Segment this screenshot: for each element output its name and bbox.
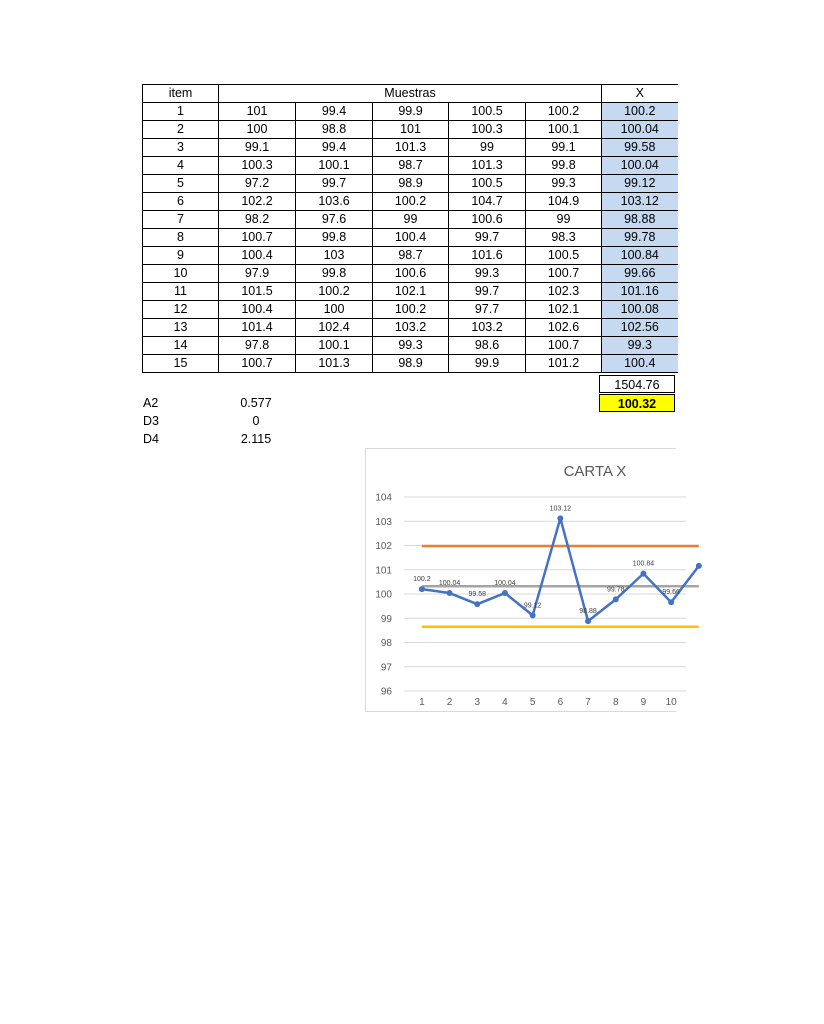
sample-cell[interactable]: 100.5: [449, 103, 526, 121]
table-row: [143, 211, 678, 229]
x-mean-row-cell[interactable]: 99.66: [602, 265, 678, 283]
table-row: [143, 283, 678, 301]
table-row: [143, 157, 678, 175]
item-cell[interactable]: 6: [143, 193, 219, 211]
sample-cell[interactable]: 99.8: [526, 157, 602, 175]
sample-cell[interactable]: 99.9: [373, 103, 449, 121]
x-mean-row-cell[interactable]: 100.84: [602, 247, 678, 265]
sample-cell[interactable]: 103.2: [373, 319, 449, 337]
header-muestras[interactable]: Muestras: [219, 85, 602, 103]
sample-cell[interactable]: 101.3: [296, 355, 373, 373]
chart-title: CARTA X: [563, 463, 627, 480]
table-row: [143, 355, 678, 373]
d4-value[interactable]: 2.115: [240, 432, 272, 446]
sample-cell[interactable]: 100.5: [449, 175, 526, 193]
x-mean-row-cell[interactable]: 99.58: [602, 139, 678, 157]
d3-label[interactable]: D3: [143, 414, 159, 428]
sample-cell[interactable]: 99: [449, 139, 526, 157]
x-tick-label: 2: [446, 697, 453, 708]
data-table: [142, 84, 678, 373]
sample-cell[interactable]: 99.3: [526, 175, 602, 193]
table-row: [143, 301, 678, 319]
y-tick-label: 97: [380, 662, 392, 674]
item-cell[interactable]: 10: [143, 265, 219, 283]
sample-cell[interactable]: 98.9: [373, 175, 449, 193]
sample-cell[interactable]: 97.8: [219, 337, 296, 355]
data-point: [447, 590, 453, 596]
data-point: [530, 612, 536, 618]
sample-cell[interactable]: 101: [219, 103, 296, 121]
table-row: [143, 103, 678, 121]
data-label: 99.12: [523, 602, 542, 610]
x-tick-label: 7: [585, 697, 591, 708]
x-tick-label: 10: [665, 697, 677, 708]
y-tick-label: 100: [375, 589, 392, 601]
sample-cell[interactable]: 99.8: [296, 229, 373, 247]
sample-cell[interactable]: 100.4: [219, 247, 296, 265]
sample-cell[interactable]: 100.2: [296, 283, 373, 301]
sample-cell[interactable]: 99.9: [449, 355, 526, 373]
sample-cell[interactable]: 101.6: [449, 247, 526, 265]
data-label: 103.12: [549, 505, 572, 513]
sample-cell[interactable]: 99.7: [296, 175, 373, 193]
sample-cell[interactable]: 100.6: [449, 211, 526, 229]
y-tick-label: 98: [380, 638, 392, 649]
table-row: [143, 229, 678, 247]
data-point: [696, 563, 702, 569]
sample-cell[interactable]: 100.4: [219, 301, 296, 319]
data-point: [613, 596, 619, 602]
data-label: 99.58: [468, 591, 487, 599]
sample-cell[interactable]: 99.1: [526, 139, 602, 157]
data-point: [640, 571, 646, 577]
sample-cell[interactable]: 99: [373, 211, 449, 229]
data-label: 100.2: [413, 576, 431, 584]
table-row: [143, 121, 678, 139]
sample-cell[interactable]: 104.9: [526, 193, 602, 211]
item-cell[interactable]: 9: [143, 247, 219, 265]
data-point: [474, 601, 480, 607]
item-cell[interactable]: 1: [143, 103, 219, 121]
data-label: 100.84: [632, 560, 655, 568]
x-tick-label: 8: [612, 697, 619, 708]
sample-cell[interactable]: 99.4: [296, 139, 373, 157]
x-mean-row-cell[interactable]: 100.2: [602, 103, 678, 121]
y-tick-label: 103: [375, 516, 392, 528]
item-cell[interactable]: 3: [143, 139, 219, 157]
table-row: [143, 265, 678, 283]
table-row: [143, 139, 678, 157]
x-mean-row-cell[interactable]: 101.16: [602, 283, 678, 301]
y-tick-label: 102: [375, 541, 392, 552]
sample-cell[interactable]: 97.2: [219, 175, 296, 193]
sample-cell[interactable]: 98.9: [373, 355, 449, 373]
x-tick-label: 6: [557, 697, 564, 708]
x-mean-row-cell[interactable]: 98.88: [602, 211, 678, 229]
sample-cell[interactable]: 100.7: [219, 229, 296, 247]
y-tick-label: 99: [380, 613, 392, 625]
data-label: 100.04: [494, 580, 516, 588]
sample-cell[interactable]: 98.3: [526, 229, 602, 247]
sample-cell[interactable]: 98.7: [373, 247, 449, 265]
x-mean-row-cell[interactable]: 100.08: [602, 301, 678, 319]
sample-cell[interactable]: 101.5: [219, 283, 296, 301]
sample-cell[interactable]: 97.9: [219, 265, 296, 283]
sample-cell[interactable]: 99: [526, 211, 602, 229]
sample-cell[interactable]: 99.3: [449, 265, 526, 283]
sample-cell[interactable]: 99.1: [219, 139, 296, 157]
sample-cell[interactable]: 99.3: [373, 337, 449, 355]
sample-cell[interactable]: 98.2: [219, 211, 296, 229]
x-sum-cell[interactable]: 1504.76: [599, 375, 675, 393]
item-cell[interactable]: 12: [143, 301, 219, 319]
sample-cell[interactable]: 101.4: [219, 319, 296, 337]
data-label: 98.88: [579, 608, 597, 616]
sample-cell[interactable]: 99.7: [449, 229, 526, 247]
x-mean-row-cell[interactable]: 100.4: [602, 355, 678, 373]
sample-cell[interactable]: 97.7: [449, 301, 526, 319]
x-mean-cell[interactable]: 100.32: [599, 394, 675, 412]
data-label: 100.04: [438, 580, 461, 588]
sample-cell[interactable]: 100.1: [296, 157, 373, 175]
y-tick-label: 96: [380, 686, 392, 698]
sample-cell[interactable]: 100.2: [373, 301, 449, 319]
x-mean-row-cell[interactable]: 102.56: [602, 319, 678, 337]
sample-cell[interactable]: 102.3: [526, 283, 602, 301]
sample-cell[interactable]: 97.6: [296, 211, 373, 229]
sample-cell[interactable]: 100.5: [526, 247, 602, 265]
control-chart[interactable]: [365, 448, 680, 712]
sample-cell[interactable]: 102.2: [219, 193, 296, 211]
x-mean-row-cell[interactable]: 100.04: [602, 121, 678, 139]
sample-cell[interactable]: 102.4: [296, 319, 373, 337]
sample-cell[interactable]: 100: [296, 301, 373, 319]
sample-cell[interactable]: 100.4: [373, 229, 449, 247]
item-cell[interactable]: 8: [143, 229, 219, 247]
chart-plot: [366, 449, 680, 713]
sample-cell[interactable]: 99.8: [296, 265, 373, 283]
x-tick-label: 1: [419, 697, 425, 708]
sample-cell[interactable]: 100.2: [526, 103, 602, 121]
item-cell[interactable]: 2: [143, 121, 219, 139]
data-point: [585, 618, 591, 624]
a2-label[interactable]: A2: [143, 396, 159, 410]
sample-cell[interactable]: 101.3: [449, 157, 526, 175]
sample-cell[interactable]: 99.4: [296, 103, 373, 121]
item-cell[interactable]: 4: [143, 157, 219, 175]
d3-value[interactable]: 0: [252, 414, 260, 428]
d4-label[interactable]: D4: [143, 432, 159, 446]
sample-cell[interactable]: 101: [373, 121, 449, 139]
item-cell[interactable]: 7: [143, 211, 219, 229]
y-tick-label: 101: [375, 565, 392, 577]
data-point: [557, 515, 563, 521]
table-row: [143, 193, 678, 211]
sample-cell[interactable]: 100.7: [219, 355, 296, 373]
header-item[interactable]: item: [143, 85, 219, 103]
x-tick-label: 9: [640, 697, 647, 708]
sample-cell[interactable]: 98.8: [296, 121, 373, 139]
sample-cell[interactable]: 98.7: [373, 157, 449, 175]
sample-cell[interactable]: 99.7: [449, 283, 526, 301]
sample-cell[interactable]: 103.2: [449, 319, 526, 337]
data-point: [419, 586, 425, 592]
data-point: [502, 590, 508, 596]
x-mean-row-cell[interactable]: 103.12: [602, 193, 678, 211]
sample-cell[interactable]: 98.6: [449, 337, 526, 355]
y-tick-label: 104: [375, 492, 392, 504]
item-cell[interactable]: 14: [143, 337, 219, 355]
sample-cell[interactable]: 100.3: [449, 121, 526, 139]
item-cell[interactable]: 11: [143, 283, 219, 301]
table-row: [143, 175, 678, 193]
x-mean-row-cell[interactable]: 99.78: [602, 229, 678, 247]
x-tick-label: 4: [502, 697, 508, 708]
sample-cell[interactable]: 100.2: [373, 193, 449, 211]
table-row: [143, 337, 678, 355]
sample-cell[interactable]: 100.7: [526, 337, 602, 355]
sample-cell[interactable]: 103.6: [296, 193, 373, 211]
table-header-row: [143, 85, 678, 103]
sample-cell[interactable]: 102.6: [526, 319, 602, 337]
sample-cell[interactable]: 100.6: [373, 265, 449, 283]
data-label: 99.66: [662, 589, 680, 597]
sample-cell[interactable]: 101.2: [526, 355, 602, 373]
sample-cell[interactable]: 102.1: [526, 301, 602, 319]
sample-cell[interactable]: 103: [296, 247, 373, 265]
x-tick-label: 5: [529, 697, 536, 708]
data-label: 99.78: [606, 586, 625, 594]
x-tick-label: 3: [474, 697, 481, 708]
a2-value[interactable]: 0.577: [240, 396, 272, 410]
x-mean-row-cell[interactable]: 100.04: [602, 157, 678, 175]
x-mean-row-cell[interactable]: 99.12: [602, 175, 678, 193]
sample-cell[interactable]: 102.1: [373, 283, 449, 301]
x-mean-row-cell[interactable]: 99.3: [602, 337, 678, 355]
item-cell[interactable]: 13: [143, 319, 219, 337]
table-row: [143, 319, 678, 337]
header-x[interactable]: X: [602, 85, 678, 103]
data-point: [668, 599, 674, 605]
sample-cell[interactable]: 100.1: [296, 337, 373, 355]
item-cell[interactable]: 15: [143, 355, 219, 373]
sample-cell[interactable]: 100: [219, 121, 296, 139]
sample-cell[interactable]: 100.3: [219, 157, 296, 175]
sample-cell[interactable]: 100.7: [526, 265, 602, 283]
table-row: [143, 247, 678, 265]
sample-cell[interactable]: 100.1: [526, 121, 602, 139]
sample-cell[interactable]: 104.7: [449, 193, 526, 211]
sample-cell[interactable]: 101.3: [373, 139, 449, 157]
item-cell[interactable]: 5: [143, 175, 219, 193]
